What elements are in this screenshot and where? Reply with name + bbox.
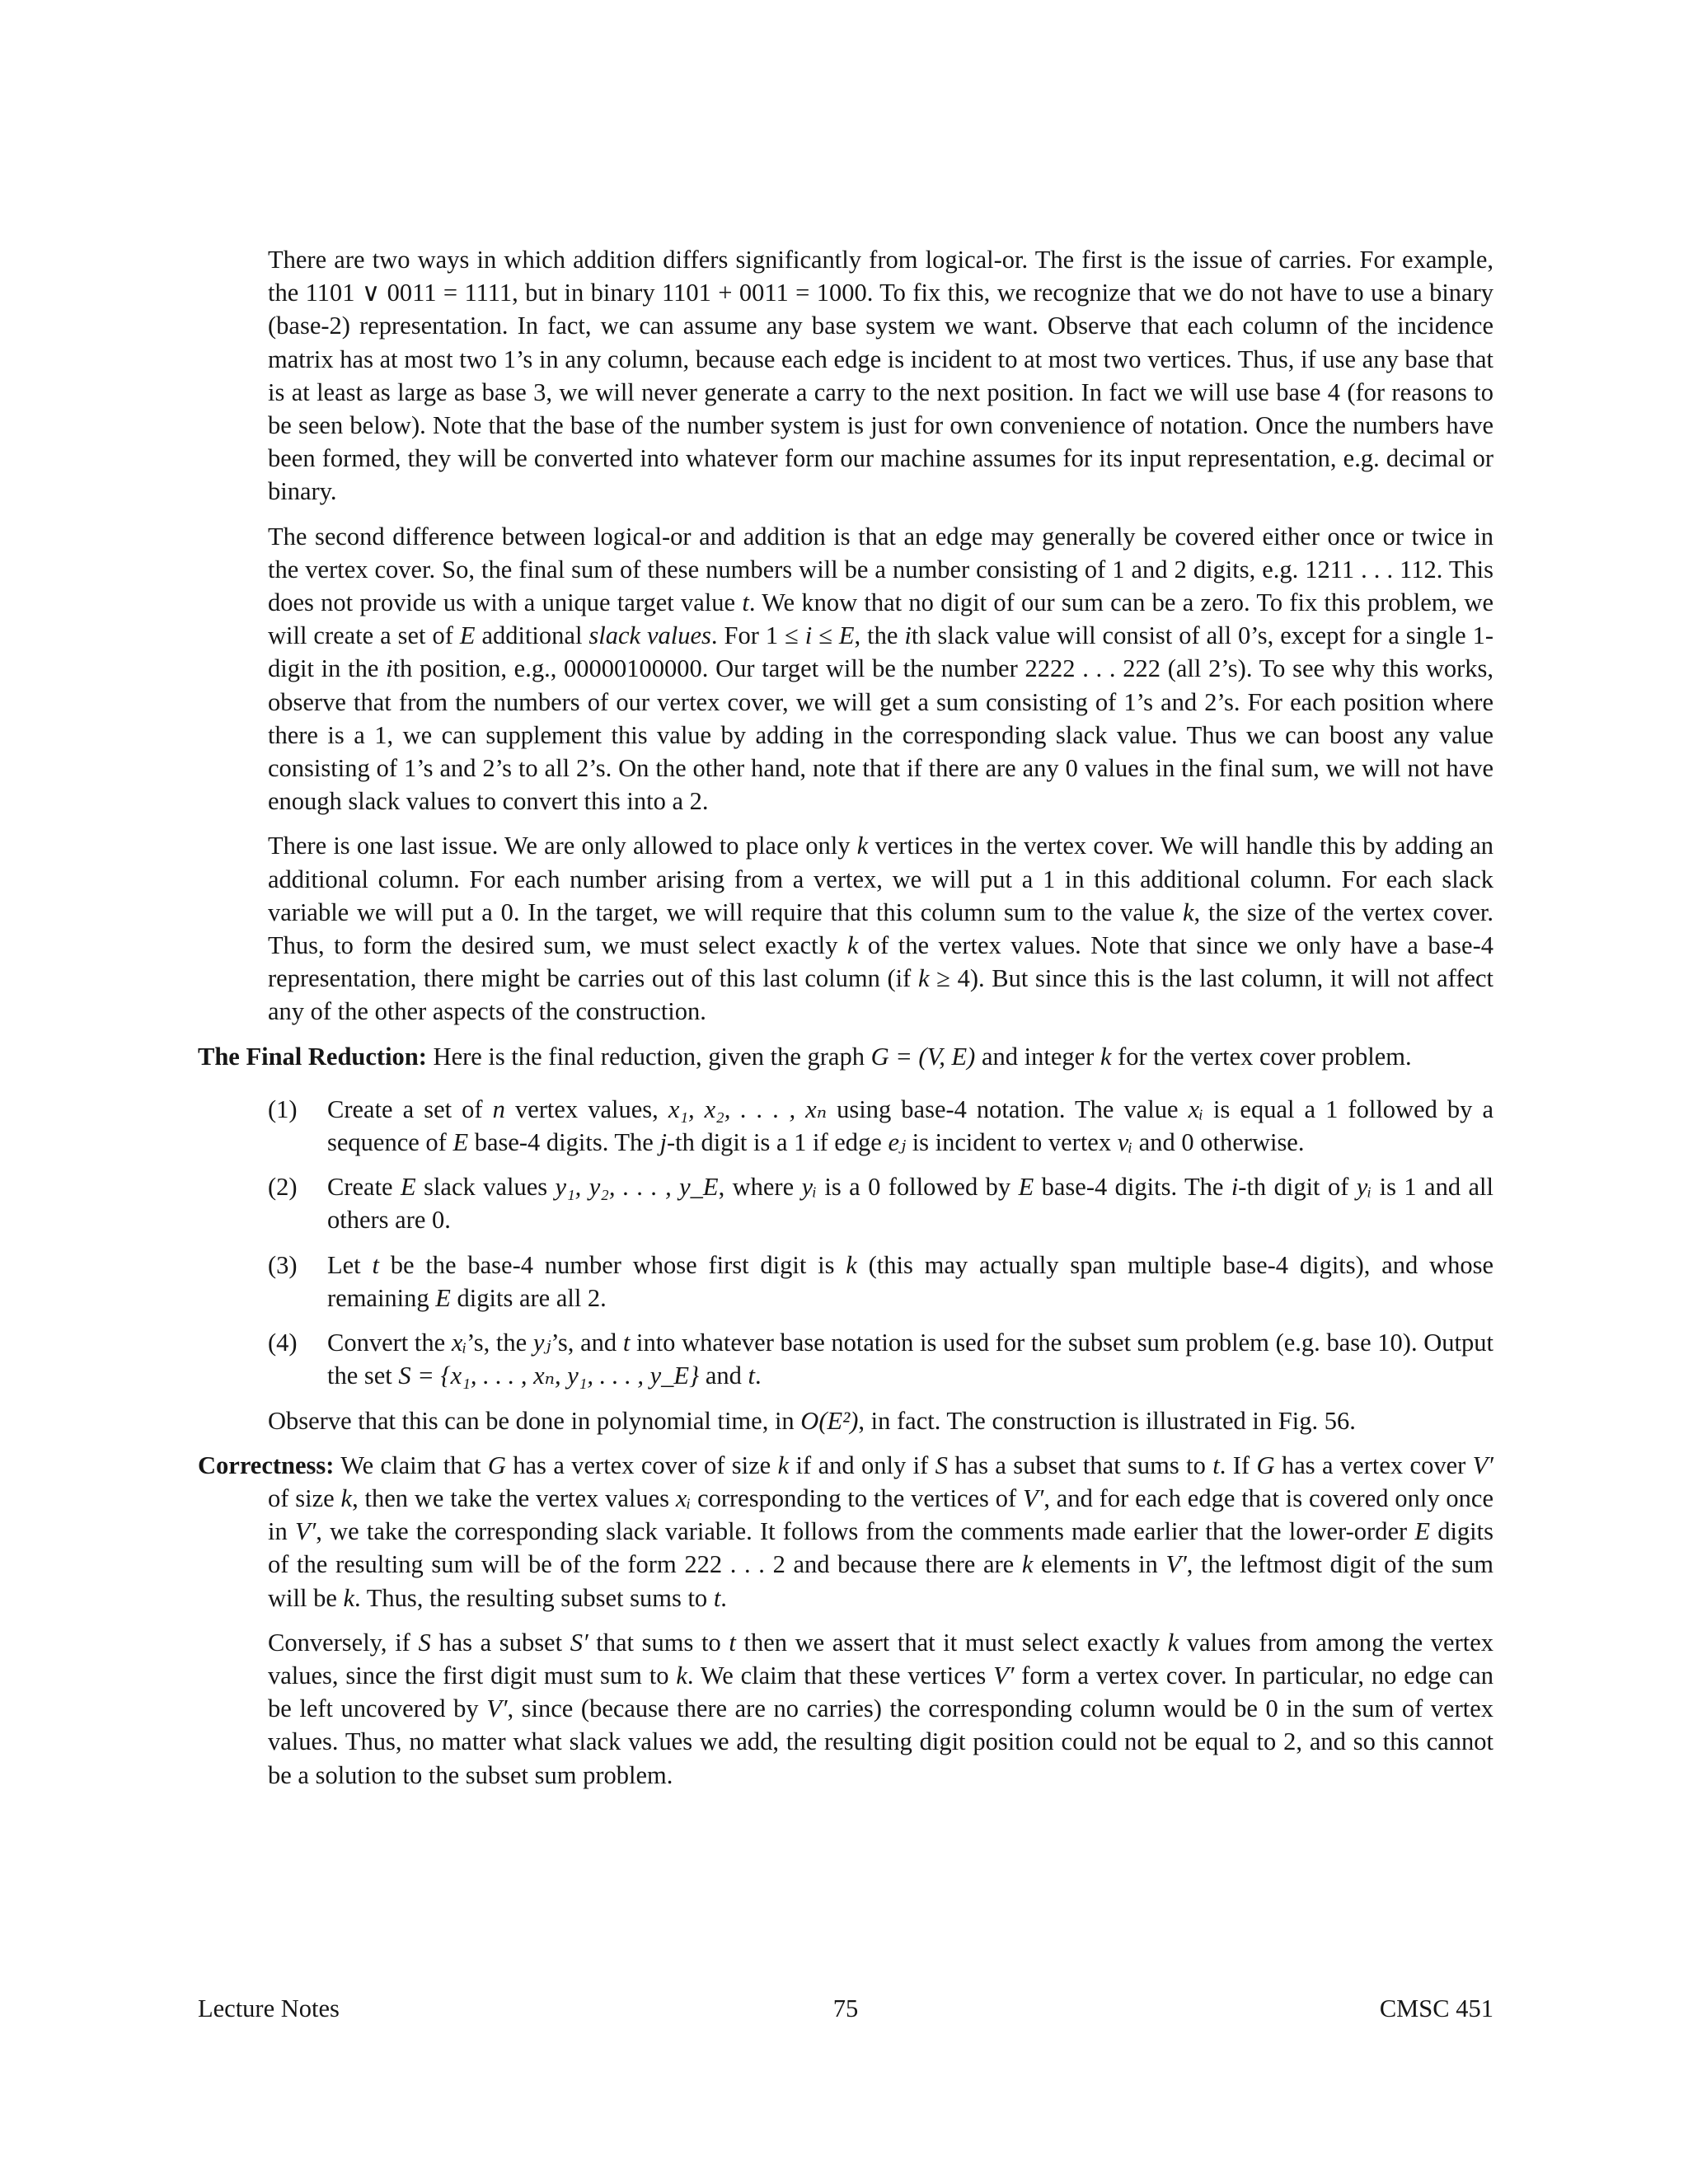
footer-left: Lecture Notes bbox=[198, 1994, 340, 2022]
footer-right: CMSC 451 bbox=[1379, 1994, 1493, 2022]
paragraph-last-issue: There is one last issue. We are only allowed to place only k vertices in the vertex cover. We will handle this by adding an additional column. For each number arising from a vertex, we will put a 1 in this additional column. For each slack variable we will put a 0. In the target, we will require that this column sum to the value k, the size of the vertex cover. Thus, to form the desired sum, we must select exactly k of the vertex values. Note that since we only have a base-4 representation, there might be carries out of this last column (if k ≥ 4). But since this is the last column, it will not affect any of the other aspects of the construction. bbox=[268, 832, 1493, 1026]
paragraph-correctness: Correctness: We claim that G has a vertex cover of size k if and only if S has a subset that sums to t. If G has a vertex cover V′ of size k, then we take the vertex values xᵢ corresponding to the vertices of V′, and for each edge that is covered only once in V′, we take the corresponding slack variable. It follows from the comments made earlier that the lower-order E digits of the resulting sum will be of the form 222 . . . 2 and because there are k elements in V′, the leftmost digit of the sum will be k. Thus, the resulting subset sums to t. bbox=[198, 1451, 1493, 1612]
paragraph-conversely: Conversely, if S has a subset S′ that sums to t then we assert that it must select exactly k values from among the vertex values, since the first digit must sum to k. We claim that these vertices V′ form a vertex cover. In particular, no edge can be left uncovered by V′, since (because there are no carries) the corresponding column would be 0 in the sum of vertex values. Thus, no matter what slack values we add, the resulting digit position could not be equal to 2, and so this cannot be a solution to the subset sum problem. bbox=[268, 1628, 1493, 1789]
paragraph-observe: Observe that this can be done in polynomial time, in O(E²), in fact. The construction is illustrated in Fig. 56. bbox=[268, 1406, 1356, 1435]
correctness-heading: Correctness: bbox=[198, 1451, 335, 1479]
paragraph-carries: There are two ways in which addition differs significantly from logical-or. The first is the issue of carries. For example, the 1101 ∨ 0011 = 1111, but in binary 1101 + 0011 = 1000. To fix this, we recognize that we do not have to use a binary (base-2) representation. In fact, we can assume any base system we want. Observe that each column of the incidence matrix has at most two 1’s in any column, because each edge is incident to at most two vertices. Thus, if use any base that is at least as large as base 3, we will never generate a carry to the next position. In fact we will use base 4 (for reasons to be seen below). Note that the base of the number system is just for own convenience of notation. Once the numbers have been formed, they will be converted into whatever form our machine assumes for its input representation, e.g. decimal or binary. bbox=[268, 246, 1493, 506]
final-reduction-intro: The Final Reduction: Here is the final reduction, given the graph G = (V, E) and integer k for the vertex cover problem. bbox=[198, 1042, 1412, 1071]
page-footer bbox=[198, 1994, 1493, 2027]
page-body bbox=[198, 243, 1493, 1803]
reduction-step-3: (3) Let t be the base-4 number whose first digit is k (this may actually span multiple base-4 digits), and whose remaining E digits are all 2. bbox=[268, 1250, 1493, 1312]
reduction-steps bbox=[268, 1093, 1494, 1393]
final-reduction-heading: The Final Reduction: bbox=[198, 1042, 427, 1071]
page-number: 75 bbox=[832, 1994, 859, 2022]
reduction-step-2: (2) Create E slack values y₁, y₂, . . . , y_E, where yᵢ is a 0 followed by E base-4 digits. The i-th digit of yᵢ is 1 and all others are 0. bbox=[268, 1173, 1493, 1235]
reduction-step-1: (1) Create a set of n vertex values, x₁, x₂, . . . , xₙ using base-4 notation. The value xᵢ is equal a 1 followed by a sequence of E base-4 digits. The j-th digit is a 1 if edge eⱼ is incident to vertex vᵢ and 0 otherwise. bbox=[268, 1094, 1494, 1157]
reduction-step-4: (4) Convert the xᵢ’s, the yⱼ’s, and t into whatever base notation is used for the subset sum problem (e.g. base 10). Output the set S = {x₁, . . . , xₙ, y₁, . . . , y_E} and t. bbox=[268, 1329, 1493, 1390]
paragraph-slack-values: The second difference between logical-or and addition is that an edge may generally be covered either once or twice in the vertex cover. So, the final sum of these numbers will be a number consisting of 1 and 2 digits, e.g. 1211 . . . 112. This does not provide us with a unique target value t. We know that no digit of our sum can be a zero. To fix this problem, we will create a set of E additional slack values. For 1 ≤ i ≤ E, the ith slack value will consist of all 0’s, except for a single 1-digit in the ith position, e.g., 00000100000. Our target will be the number 2222 . . . 222 (all 2’s). To see why this works, observe that from the numbers of our vertex cover, we will get a sum consisting of 1’s and 2’s. For each position where there is a 1, we can supplement this value by adding in the corresponding slack value. Thus we can boost any value consisting of 1’s and 2’s to all 2’s. On the other hand, note that if there are any 0 values in the final sum, we will not have enough slack values to convert this into a 2. bbox=[268, 522, 1493, 816]
